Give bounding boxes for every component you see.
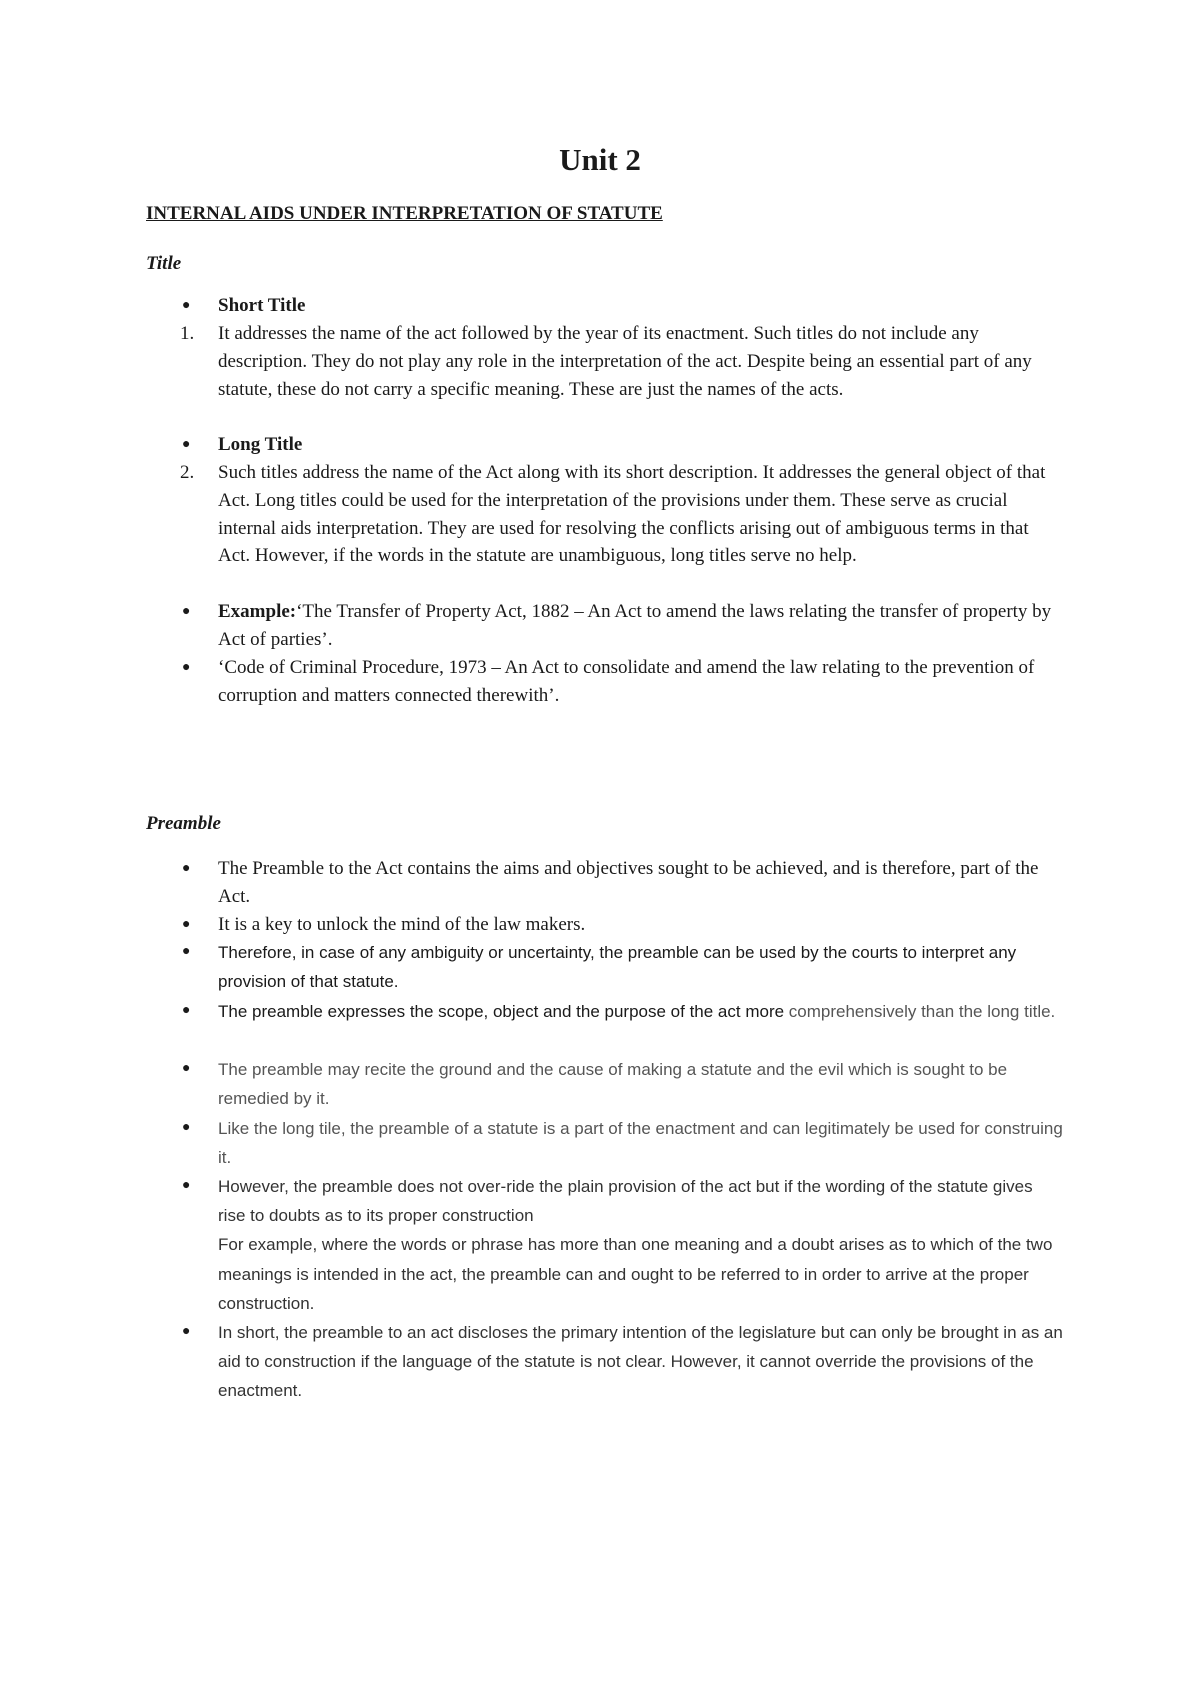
example-label: Example: [218,601,297,622]
section-label-preamble: Preamble [146,813,221,834]
bullet-icon: ● [182,1003,191,1018]
preamble-text-1: The Preamble to the Act contains the aims and objectives sought to be achieved, and is therefore, part of the Act. [218,858,1039,907]
bullet-icon: ● [182,944,191,959]
preamble-text-2: It is a key to unlock the mind of the law makers. [218,914,586,935]
example-paragraph [218,598,1063,654]
unit-title: Unit 2 [559,142,641,177]
bullet-icon: ● [182,660,191,675]
document-heading: INTERNAL AIDS UNDER INTERPRETATION OF STATUTE [146,203,663,224]
bullet-icon: ● [182,437,191,452]
preamble-text-4-main: The preamble expresses the scope, object and the purpose of the act more [218,1002,789,1021]
preamble-text-7-main: However, the preamble does not over-ride the plain provision of the act but if the wording of the statute gives rise to doubts as to its proper construction [218,1177,1033,1226]
short-title-label: Short Title [218,295,306,316]
short-title-description: It addresses the name of the act followed by the year of its enactment. Such titles do not include any description. They do not play any role in the interpretation of the act. Despite being an essential part of any statute, these do not carry a specific meaning. These are just the names of the acts. [218,323,1032,400]
bullet-icon: ● [182,1120,191,1135]
preamble-text-5: The preamble may recite the ground and the cause of making a statute and the evil which is sought to be remedied by it. [218,1060,1008,1109]
example-2-text: ‘Code of Criminal Procedure, 1973 – An Act to consolidate and amend the law relating to the prevention of corruption and matters connected therewith’. [218,657,1035,706]
long-title-label: Long Title [218,434,303,455]
bullet-icon: ● [182,861,191,876]
section-label-title: Title [146,253,182,274]
long-title-description: Such titles address the name of the Act along with its short description. It addresses the general object of that Act. Long titles could be used for the interpretation of the provisions under them. These serve as crucial internal aids interpretation. They are used for resolving the conflicts arising out of ambiguous terms in that Act. However, if the words in the statute are unambiguous, long titles serve no help. [218,462,1046,567]
list-number-2: 2. [180,462,195,483]
bullet-icon: ● [182,1178,191,1193]
bullet-icon: ● [182,917,191,932]
preamble-text-7-example: For example, where the words or phrase has more than one meaning and a doubt arises as to which of the two meanings is intended in the act, the preamble can and ought to be referred to in order to arrive at the proper construction. [218,1235,1053,1313]
preamble-text-4-tail: comprehensively than the long title. [788,1002,1056,1021]
preamble-text-6: Like the long tile, the preamble of a statute is a part of the enactment and can legitimately be used for construing it. [218,1119,1063,1168]
bullet-icon: ● [182,298,191,313]
bullet-icon: ● [182,604,191,619]
list-number-1: 1. [180,323,195,344]
bullet-icon: ● [182,1324,191,1339]
preamble-text-7 [218,1172,1063,1318]
bullet-icon: ● [182,1061,191,1076]
preamble-text-4 [218,997,1063,1026]
preamble-text-3: Therefore, in case of any ambiguity or uncertainty, the preamble can be used by the courts to interpret any provision of that statute. [218,943,1017,992]
preamble-text-8: In short, the preamble to an act discloses the primary intention of the legislature but can only be brought in as an aid to construction if the language of the statute is not clear. However, it cannot override the provisions of the enactment. [218,1323,1063,1401]
example-text: ‘The Transfer of Property Act, 1882 – An Act to amend the laws relating the transfer of property by Act of parties’. [218,601,1052,650]
